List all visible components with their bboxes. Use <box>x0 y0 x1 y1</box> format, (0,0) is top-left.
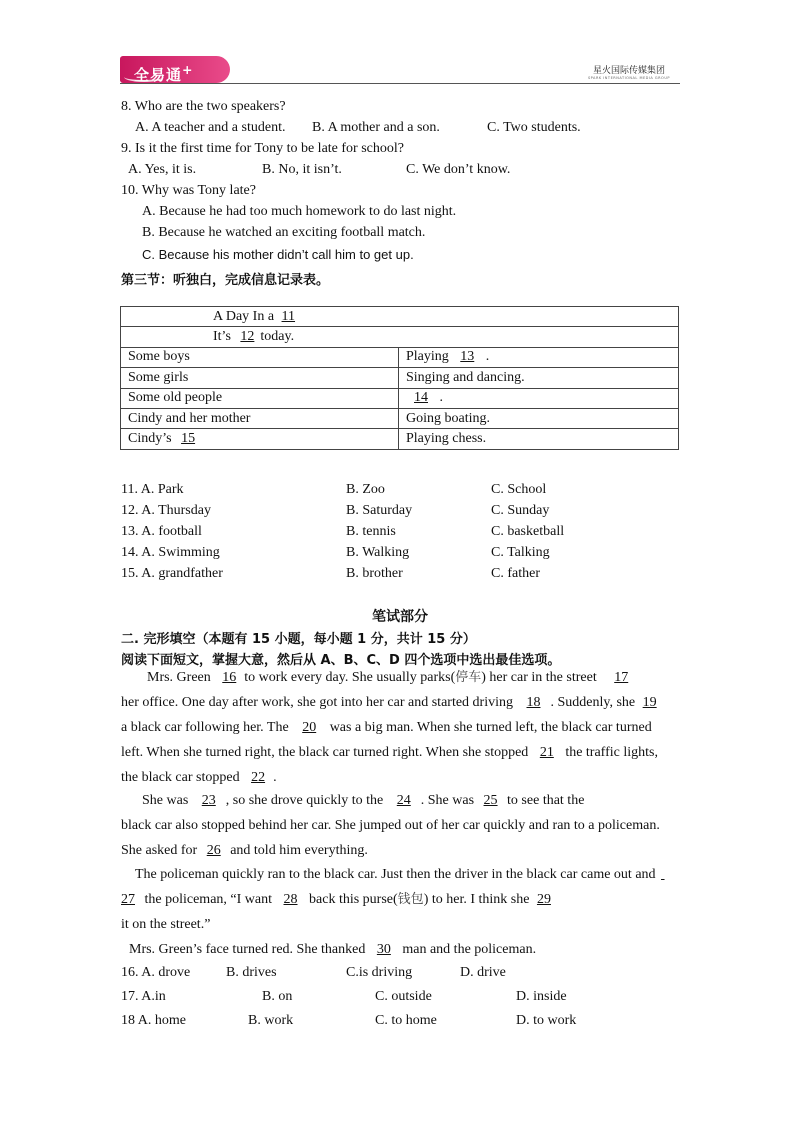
table-cell <box>399 347 679 367</box>
written-section-title: 笔试部分 <box>372 609 428 625</box>
option-11-a: 11. A. Park <box>121 482 184 497</box>
passage-text: . She was <box>420 793 478 808</box>
passage-text: ) her car in the street <box>481 670 601 685</box>
table-weather-cell <box>121 327 679 347</box>
option-17-d: D. inside <box>516 989 567 1004</box>
table-cell: Some girls <box>121 368 399 388</box>
option-12-b: B. Saturday <box>346 503 413 518</box>
option-18-a: 18 A. home <box>121 1013 186 1028</box>
option-18-b: B. work <box>248 1013 294 1028</box>
passage-line: it on the street.” <box>121 917 211 932</box>
cloze-passage-2 <box>121 788 679 863</box>
table-row <box>121 307 679 327</box>
option-13-a: 13. A. football <box>121 524 202 539</box>
passage-text: ) to her. I think she <box>423 892 533 907</box>
blank-28: 28 <box>283 892 298 907</box>
cell-text: Playing <box>406 349 453 365</box>
blank-23: 23 <box>201 793 216 808</box>
blank-16: 16 <box>222 670 237 685</box>
q10-option-c: C. Because his mother didn’t call him to get up. <box>142 247 414 262</box>
part2-title: 二. 完形填空（本题有 15 小题，每小题 1 分，共计 15 分） <box>121 632 476 647</box>
passage-text: . <box>273 770 277 785</box>
q10-question: 10. Why was Tony late? <box>121 183 256 198</box>
passage-text: Mrs. Green’s face turned red. She thanked <box>129 942 369 957</box>
option-12-a: 12. A. Thursday <box>121 503 211 518</box>
option-11-c: C. School <box>491 482 547 497</box>
passage-text: to see that the <box>503 793 585 808</box>
option-14-a: 14. A. Swimming <box>121 545 220 560</box>
table-row <box>121 347 679 367</box>
option-17-b: B. on <box>262 989 293 1004</box>
table-cell: Going boating. <box>399 408 679 428</box>
table-title-text: A Day In a <box>213 308 278 324</box>
options-11-15-col-a <box>121 482 223 587</box>
blank-29: 29 <box>536 892 551 907</box>
passage-text: her office. One day after work, she got into her car and started driving <box>121 695 517 710</box>
logo-text: 全易通 <box>134 66 183 84</box>
blank-13: 13 <box>460 349 475 365</box>
passage-gloss: 钱包 <box>397 892 424 907</box>
passage-text: and told him everything. <box>226 843 368 858</box>
section3-title: 第三节：听独白，完成信息记录表。 <box>121 273 330 288</box>
q8-option-b: B. A mother and a son. <box>312 120 440 135</box>
q8-option-c: C. Two students. <box>487 120 581 135</box>
q9-option-a: A. Yes, it is. <box>128 162 197 177</box>
cell-text: . <box>436 390 443 406</box>
logo-swoosh-icon <box>124 72 164 82</box>
cell-text: . <box>482 349 490 365</box>
blank-22: 22 <box>251 770 266 785</box>
brand-block <box>588 63 670 80</box>
cell-text: Cindy’s <box>128 431 176 447</box>
option-15-c: C. father <box>491 566 540 581</box>
table-row <box>121 408 679 428</box>
q10-option-b: B. Because he watched an exciting football match. <box>142 225 426 240</box>
page-header <box>120 56 680 86</box>
passage-line <box>121 665 679 690</box>
quanyitong-logo <box>120 56 230 83</box>
blank-21: 21 <box>539 745 554 760</box>
table-cell: Cindy and her mother <box>121 408 399 428</box>
option-16-b: B. drives <box>226 965 277 980</box>
passage-text: back this purse( <box>305 892 398 907</box>
table-title-cell <box>121 307 679 327</box>
info-record-table <box>120 306 679 450</box>
brand-subtitle: SPARK INTERNATIONAL MEDIA GROUP <box>587 76 670 80</box>
blank-30: 30 <box>376 942 391 957</box>
option-18-c: C. to home <box>375 1013 437 1028</box>
option-14-b: B. Walking <box>346 545 410 560</box>
passage-line: black car also stopped behind her car. She jumped out of her car quickly and ran to a policeman. <box>121 818 660 833</box>
option-16-c: C.is driving <box>346 965 413 980</box>
passage-line <box>121 862 679 887</box>
cloze-passage-3 <box>121 862 679 962</box>
q9-question: 9. Is it the first time for Tony to be late for school? <box>121 141 404 156</box>
table-cell <box>399 388 679 408</box>
option-13-b: B. tennis <box>346 524 396 539</box>
passage-text: She asked for <box>121 843 201 858</box>
passage-line <box>121 887 679 912</box>
passage-text: the policeman, “I want <box>141 892 276 907</box>
table-cell <box>121 429 399 449</box>
logo-plus: + <box>182 62 194 77</box>
passage-text: the black car stopped <box>121 770 244 785</box>
brand-name: 星火国际传媒集团 <box>592 66 665 76</box>
blank-15: 15 <box>181 431 196 447</box>
option-17-a: 17. A.in <box>121 989 166 1004</box>
passage-text: man and the policeman. <box>398 942 537 957</box>
weather-suffix: today. <box>260 329 295 345</box>
table-cell: Some old people <box>121 388 399 408</box>
option-11-b: B. Zoo <box>346 482 385 497</box>
q8-option-a: A. A teacher and a student. <box>135 120 286 135</box>
passage-text: Mrs. Green <box>147 670 215 685</box>
option-16-a: 16. A. drove <box>121 965 191 980</box>
option-18-d: D. to work <box>516 1013 577 1028</box>
part2-instruction: 阅读下面短文，掌握大意，然后从 A、B、C、D 四个选项中选出最佳选项。 <box>121 653 561 668</box>
q8-question: 8. Who are the two speakers? <box>121 99 286 114</box>
passage-line <box>121 690 679 715</box>
option-13-c: C. basketball <box>491 524 565 539</box>
passage-text: a black car following her. The <box>121 720 293 735</box>
blank-18: 18 <box>526 695 541 710</box>
passage-line <box>121 838 679 863</box>
q9-option-b: B. No, it isn’t. <box>262 162 342 177</box>
option-15-a: 15. A. grandfather <box>121 566 223 581</box>
blank-11: 11 <box>281 308 296 324</box>
table-row <box>121 368 679 388</box>
passage-line <box>121 788 679 813</box>
table-row <box>121 429 679 449</box>
blank-26: 26 <box>206 843 221 858</box>
passage-line <box>121 937 679 962</box>
blank-20: 20 <box>302 720 317 735</box>
blank-19: 19 <box>642 695 657 710</box>
passage-text: to work every day. She usually parks( <box>244 670 456 685</box>
options-11-15-col-c <box>491 482 564 587</box>
blank-25: 25 <box>483 793 498 808</box>
option-15-b: B. brother <box>346 566 403 581</box>
q10-option-a: A. Because he had too much homework to do last night. <box>142 204 457 219</box>
passage-text: . Suddenly, she <box>550 695 639 710</box>
option-17-c: C. outside <box>375 989 432 1004</box>
table-cell: Singing and dancing. <box>399 368 679 388</box>
cloze-passage <box>121 665 679 790</box>
weather-prefix: It’s <box>213 329 235 345</box>
passage-text: was a big man. When she turned left, the black car turned <box>326 720 652 735</box>
passage-text: the traffic lights, <box>561 745 658 760</box>
blank-14: 14 <box>414 390 428 406</box>
passage-line <box>121 740 679 765</box>
passage-line <box>121 715 679 740</box>
passage-text: , so she drove quickly to the <box>225 793 387 808</box>
blank-24: 24 <box>396 793 411 808</box>
q9-option-c: C. We don’t know. <box>406 162 511 177</box>
table-cell: Playing chess. <box>399 429 679 449</box>
passage-underline <box>659 867 667 882</box>
passage-text: The policeman quickly ran to the black car. Just then the driver in the black car came out and <box>135 867 660 882</box>
header-rule <box>120 83 680 84</box>
blank-17: 17 <box>614 670 629 685</box>
option-12-c: C. Sunday <box>491 503 550 518</box>
blank-12: 12 <box>240 329 255 345</box>
blank-27: 27 <box>121 892 135 907</box>
option-16-d: D. drive <box>460 965 506 980</box>
passage-text: She was <box>142 793 192 808</box>
option-14-c: C. Talking <box>491 545 550 560</box>
passage-line <box>121 765 679 790</box>
passage-gloss: 停车 <box>455 670 482 685</box>
options-11-15-col-b <box>346 482 412 587</box>
table-row <box>121 327 679 347</box>
table-cell: Some boys <box>121 347 399 367</box>
table-row <box>121 388 679 408</box>
passage-text: left. When she turned right, the black car turned right. When she stopped <box>121 745 532 760</box>
